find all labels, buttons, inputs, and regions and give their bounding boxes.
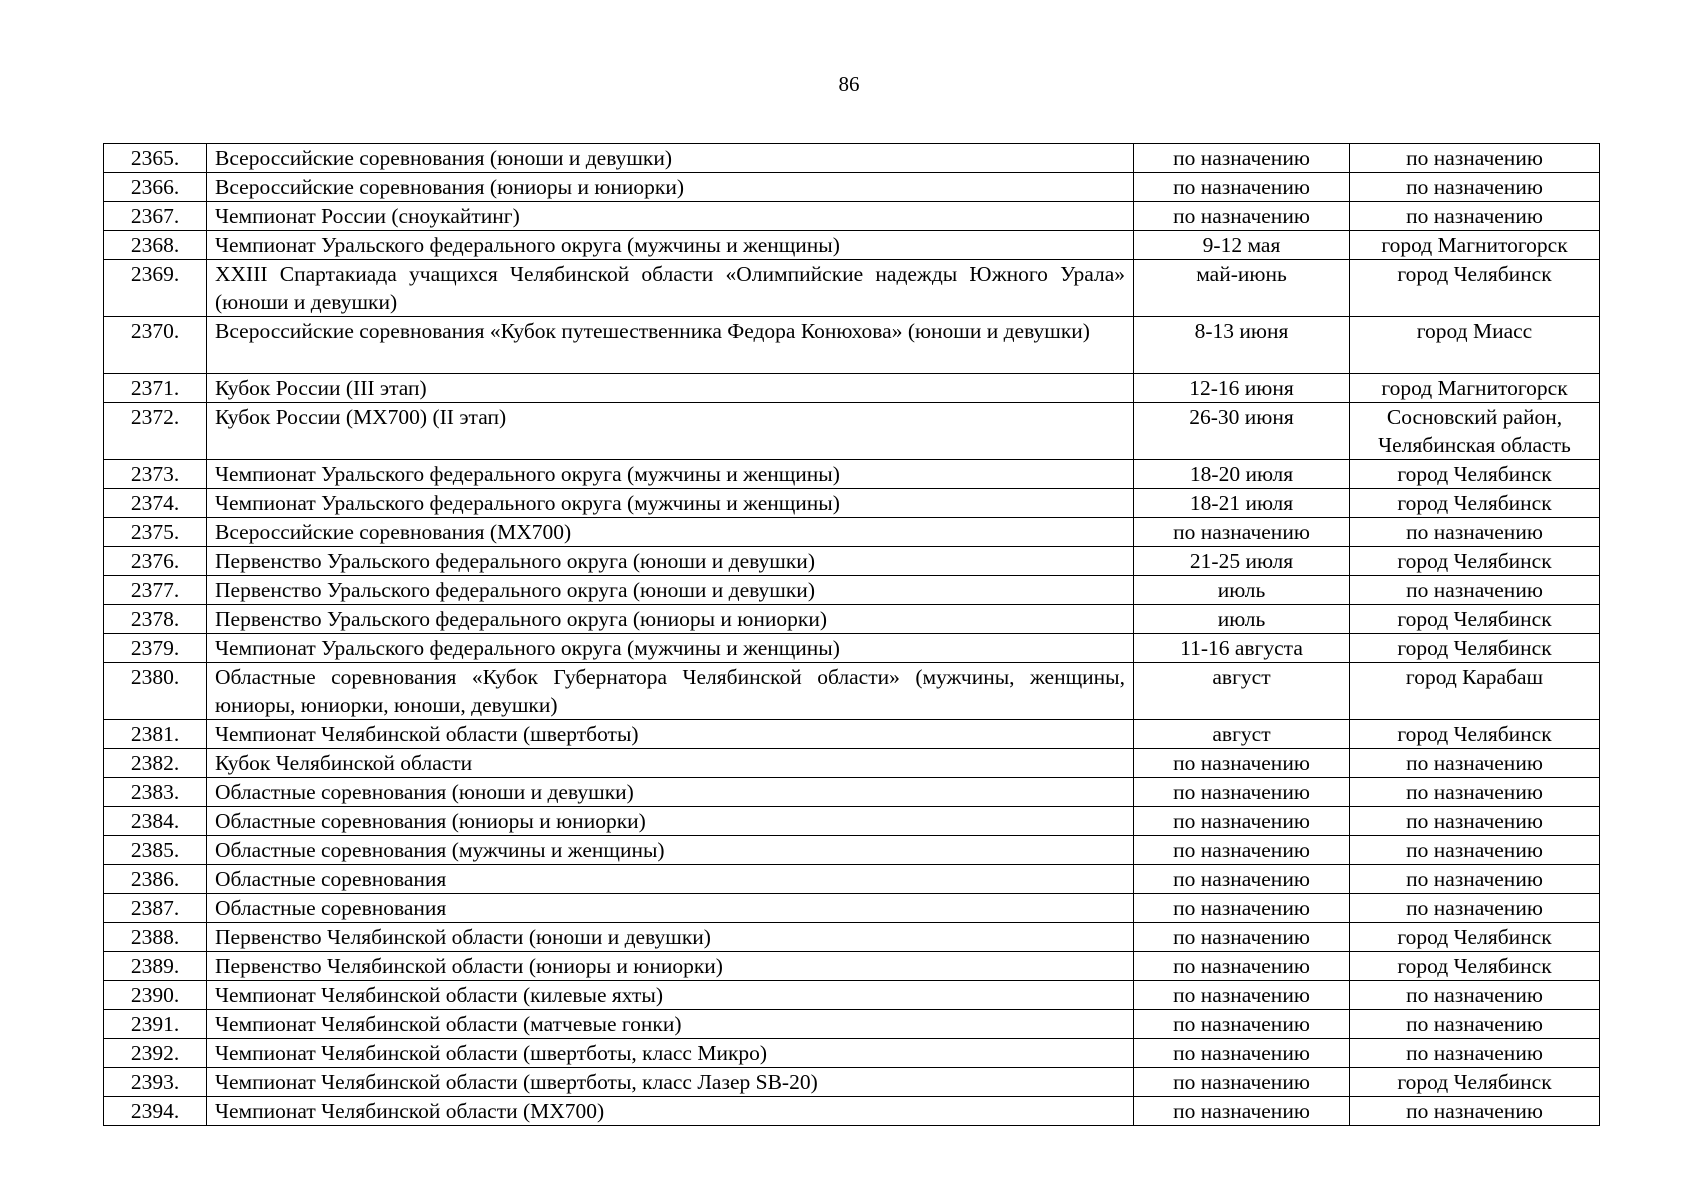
event-name: Чемпионат Челябинской области (швертботы) [207,720,1134,749]
event-name: Всероссийские соревнования «Кубок путешественника Федора Конюхова» (юноши и девушки) [207,317,1134,374]
event-name: Чемпионат Челябинской области (швертботы, класс Лазер SB-20) [207,1068,1134,1097]
event-name: Чемпионат России (сноукайтинг) [207,202,1134,231]
row-number: 2392. [104,1039,207,1068]
table-row [104,605,1600,634]
event-date: по назначению [1134,1097,1350,1126]
event-date: по назначению [1134,923,1350,952]
event-date: по назначению [1134,981,1350,1010]
row-number: 2377. [104,576,207,605]
event-place: по назначению [1350,144,1600,173]
event-place: город Карабаш [1350,663,1600,720]
event-place: город Челябинск [1350,952,1600,981]
event-place: Сосновский район, Челябинская область [1350,403,1600,460]
row-number: 2371. [104,374,207,403]
event-date: по назначению [1134,144,1350,173]
table-row [104,374,1600,403]
table-row [104,518,1600,547]
event-name: Чемпионат Челябинской области (килевые яхты) [207,981,1134,1010]
event-date: по назначению [1134,518,1350,547]
events-table-body [104,144,1600,1126]
row-number: 2390. [104,981,207,1010]
event-date: 12-16 июня [1134,374,1350,403]
event-date: 18-21 июля [1134,489,1350,518]
event-name: Областные соревнования «Кубок Губернатора Челябинской области» (мужчины, женщины, юниоры, юниорки, юноши, девушки) [207,663,1134,720]
event-name: Областные соревнования [207,865,1134,894]
event-date: 9-12 мая [1134,231,1350,260]
event-place: город Челябинск [1350,720,1600,749]
event-date: по назначению [1134,865,1350,894]
event-name: Кубок России (III этап) [207,374,1134,403]
row-number: 2383. [104,778,207,807]
row-number: 2381. [104,720,207,749]
row-number: 2393. [104,1068,207,1097]
event-date: май-июнь [1134,260,1350,317]
event-date: по назначению [1134,894,1350,923]
event-name: Чемпионат Уральского федерального округа (мужчины и женщины) [207,489,1134,518]
row-number: 2388. [104,923,207,952]
event-name: Всероссийские соревнования (юниоры и юниорки) [207,173,1134,202]
table-row [104,952,1600,981]
event-place: по назначению [1350,807,1600,836]
table-row [104,260,1600,317]
row-number: 2394. [104,1097,207,1126]
table-row [104,865,1600,894]
table-row [104,923,1600,952]
event-name: Первенство Челябинской области (юноши и девушки) [207,923,1134,952]
table-row [104,720,1600,749]
row-number: 2384. [104,807,207,836]
event-date: 18-20 июля [1134,460,1350,489]
event-name: Первенство Уральского федерального округа (юниоры и юниорки) [207,605,1134,634]
event-place: город Челябинск [1350,460,1600,489]
table-row [104,1039,1600,1068]
row-number: 2387. [104,894,207,923]
event-place: город Челябинск [1350,1068,1600,1097]
event-name: Чемпионат Уральского федерального округа (мужчины и женщины) [207,460,1134,489]
event-name: Первенство Челябинской области (юниоры и юниорки) [207,952,1134,981]
event-date: июль [1134,576,1350,605]
table-row [104,836,1600,865]
event-name: Чемпионат Уральского федерального округа (мужчины и женщины) [207,634,1134,663]
row-number: 2368. [104,231,207,260]
table-row [104,231,1600,260]
event-date: по назначению [1134,749,1350,778]
event-date: по назначению [1134,1010,1350,1039]
event-name: Чемпионат Челябинской области (швертботы, класс Микро) [207,1039,1134,1068]
table-row [104,663,1600,720]
row-number: 2386. [104,865,207,894]
event-name: Всероссийские соревнования (юноши и девушки) [207,144,1134,173]
event-name: Областные соревнования [207,894,1134,923]
table-row [104,202,1600,231]
row-number: 2389. [104,952,207,981]
table-row [104,144,1600,173]
row-number: 2380. [104,663,207,720]
event-name: Чемпионат Челябинской области (матчевые гонки) [207,1010,1134,1039]
event-date: август [1134,663,1350,720]
event-date: 8-13 июня [1134,317,1350,374]
row-number: 2369. [104,260,207,317]
table-row [104,981,1600,1010]
event-name: Областные соревнования (юниоры и юниорки) [207,807,1134,836]
table-row [104,173,1600,202]
event-place: город Магнитогорск [1350,231,1600,260]
event-name: Чемпионат Челябинской области (MX700) [207,1097,1134,1126]
row-number: 2365. [104,144,207,173]
event-name: XXIII Спартакиада учащихся Челябинской области «Олимпийские надежды Южного Урала» (юноши и девушки) [207,260,1134,317]
event-name: Областные соревнования (мужчины и женщины) [207,836,1134,865]
event-place: город Челябинск [1350,634,1600,663]
event-place: по назначению [1350,981,1600,1010]
event-place: город Челябинск [1350,260,1600,317]
events-table [103,143,1600,1126]
table-row [104,894,1600,923]
table-row [104,576,1600,605]
event-place: по назначению [1350,836,1600,865]
row-number: 2367. [104,202,207,231]
event-name: Первенство Уральского федерального округа (юноши и девушки) [207,547,1134,576]
table-row [104,460,1600,489]
event-place: по назначению [1350,518,1600,547]
row-number: 2378. [104,605,207,634]
event-name: Областные соревнования (юноши и девушки) [207,778,1134,807]
row-number: 2373. [104,460,207,489]
event-date: по назначению [1134,778,1350,807]
event-place: по назначению [1350,778,1600,807]
table-row [104,1068,1600,1097]
row-number: 2382. [104,749,207,778]
event-name: Всероссийские соревнования (MX700) [207,518,1134,547]
event-place: по назначению [1350,865,1600,894]
row-number: 2385. [104,836,207,865]
event-place: город Челябинск [1350,547,1600,576]
row-number: 2391. [104,1010,207,1039]
event-place: по назначению [1350,1010,1600,1039]
event-date: 21-25 июля [1134,547,1350,576]
table-row [104,403,1600,460]
event-date: по назначению [1134,952,1350,981]
event-place: по назначению [1350,173,1600,202]
row-number: 2372. [104,403,207,460]
event-place: по назначению [1350,894,1600,923]
event-date: август [1134,720,1350,749]
event-date: 11-16 августа [1134,634,1350,663]
event-name: Кубок России (MX700) (II этап) [207,403,1134,460]
event-place: город Челябинск [1350,489,1600,518]
table-row [104,489,1600,518]
event-date: по назначению [1134,173,1350,202]
table-row [104,1097,1600,1126]
row-number: 2370. [104,317,207,374]
table-row [104,317,1600,374]
event-date: 26-30 июня [1134,403,1350,460]
event-name: Чемпионат Уральского федерального округа (мужчины и женщины) [207,231,1134,260]
row-number: 2366. [104,173,207,202]
row-number: 2376. [104,547,207,576]
event-place: город Миасс [1350,317,1600,374]
table-row [104,778,1600,807]
table-row [104,807,1600,836]
event-place: город Магнитогорск [1350,374,1600,403]
table-row [104,1010,1600,1039]
row-number: 2374. [104,489,207,518]
table-row [104,634,1600,663]
table-row [104,547,1600,576]
row-number: 2375. [104,518,207,547]
event-place: по назначению [1350,749,1600,778]
event-date: по назначению [1134,836,1350,865]
event-place: город Челябинск [1350,605,1600,634]
event-name: Первенство Уральского федерального округа (юноши и девушки) [207,576,1134,605]
event-place: город Челябинск [1350,923,1600,952]
event-place: по назначению [1350,1039,1600,1068]
row-number: 2379. [104,634,207,663]
event-date: по назначению [1134,807,1350,836]
event-place: по назначению [1350,576,1600,605]
event-date: по назначению [1134,202,1350,231]
table-row [104,749,1600,778]
event-place: по назначению [1350,202,1600,231]
event-name: Кубок Челябинской области [207,749,1134,778]
event-place: по назначению [1350,1097,1600,1126]
event-date: июль [1134,605,1350,634]
event-date: по назначению [1134,1068,1350,1097]
event-date: по назначению [1134,1039,1350,1068]
page-number: 86 [838,72,860,96]
